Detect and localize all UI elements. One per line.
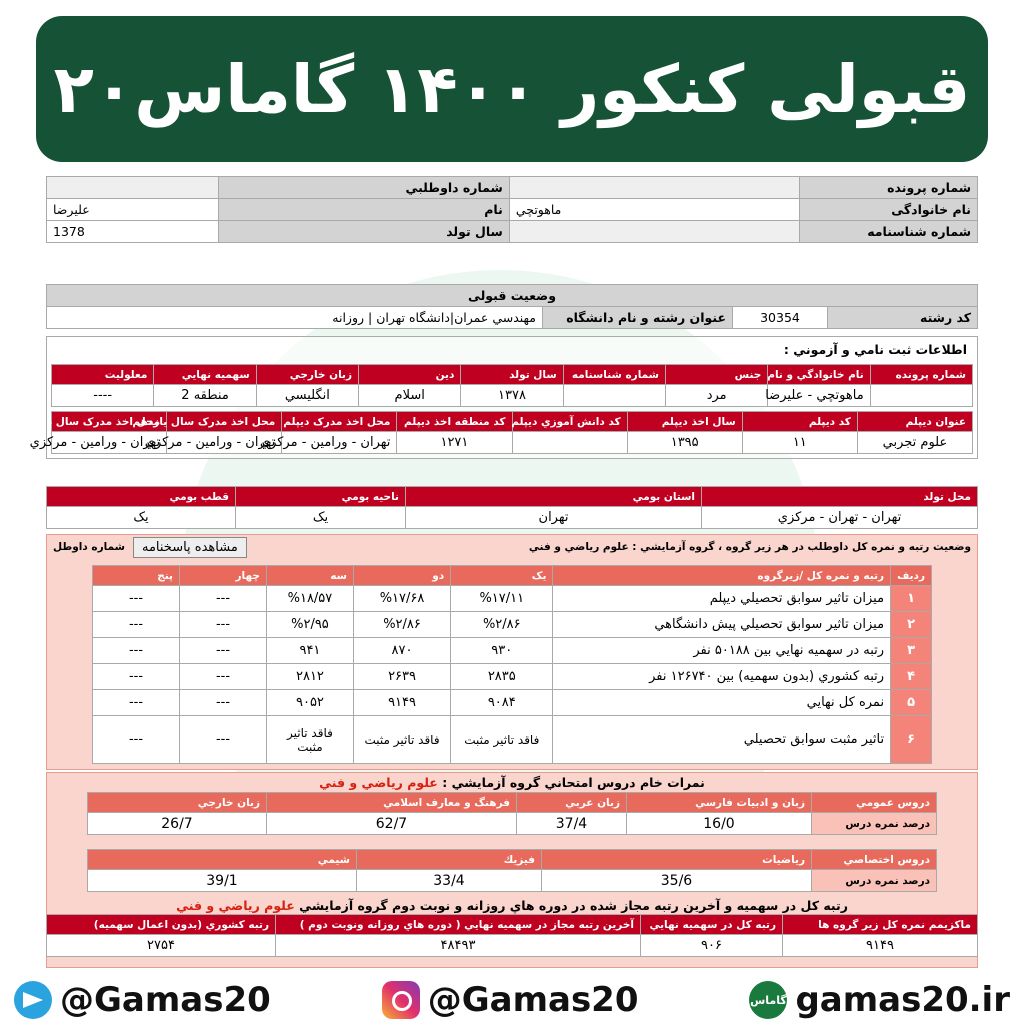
special-header-2: شيمي	[88, 850, 357, 870]
rank-cell: %۲/۸۶	[451, 612, 553, 638]
rank-cell: ۲۸۳۵	[451, 664, 553, 690]
ranks-status-text: وضعيت رتبه و نمره کل داوطلب در هر زير گروه ، گروه آزمايشي : علوم رياضي و فني	[528, 541, 971, 553]
general-value-3: 26/7	[88, 813, 267, 835]
reg-value-2: مرد	[666, 385, 768, 407]
reg-header-7: سهميه نهايي	[154, 365, 256, 385]
reg-header-3: شماره شناسنامه	[563, 365, 665, 385]
page-title: قبولی کنکور ۱۴۰۰ گاماس۲۰	[53, 50, 971, 128]
reg-header-4: سال تولد	[461, 365, 563, 385]
rank-row-number: ۲	[891, 612, 932, 638]
diploma-header-2: سال اخذ ديپلم	[627, 412, 742, 432]
field-label: عنوان رشته و نام دانشگاه	[543, 307, 733, 329]
last-rank-section	[46, 914, 978, 957]
rank-cell: ---	[93, 586, 180, 612]
table-row	[93, 664, 932, 690]
code-label: کد رشته	[828, 307, 978, 329]
rank-cell: ---	[180, 638, 267, 664]
diploma-value-6: تهران - ورامين - مرکزي	[167, 432, 282, 454]
last-rank-title: رتبه کل در سهميه و آخرين رتبه مجاز شده در دوره هاي روزانه و نوبت دوم گروه آزمايشي علوم رياضي و فني	[176, 898, 848, 913]
diploma-header-5: محل اخذ مدرک ديپلم	[282, 412, 397, 432]
birthplace-header-2: ناحيه بومي	[236, 487, 406, 507]
rank-row-number: ۶	[891, 716, 932, 764]
rank-header-4: سه	[266, 566, 353, 586]
telegram-handle[interactable]: @Gamas20	[14, 980, 271, 1020]
view-answers-button[interactable]: مشاهده پاسخنامه	[133, 537, 247, 558]
rank-header-6: پنج	[93, 566, 180, 586]
rank-row-title: ميزان تاثير سوابق تحصيلي پيش دانشگاهي	[553, 612, 891, 638]
registration-section	[29, 336, 978, 459]
rank-cell: %۲/۹۵	[266, 612, 353, 638]
special-header-1: فيزيك	[357, 850, 542, 870]
reg-value-3	[563, 385, 665, 407]
raw-scores-title: نمرات خام دروس امتحاني گروه آزمايشي : علوم رياضي و فني	[319, 775, 705, 790]
last-value-0: ۹۱۴۹	[783, 935, 978, 957]
rank-row-title: رتبه کشوري (بدون سهميه) بين ۱۲۶۷۴۰ نفر	[553, 664, 891, 690]
reg-header-0: شماره پرونده	[870, 365, 972, 385]
last-value-2: ۴۸۴۹۳	[276, 935, 641, 957]
rank-cell: %۲/۸۶	[353, 612, 450, 638]
rank-row-title: ميزان تاثير سوابق تحصيلي ديپلم	[553, 586, 891, 612]
field-value: مهندسي عمران|دانشگاه تهران | روزانه	[47, 307, 543, 329]
general-header-3: زبان خارجي	[88, 793, 267, 813]
birthplace-section	[46, 486, 978, 529]
birthplace-value-1: تهران	[406, 507, 702, 529]
candidate-no-label: شماره داوطلبي	[219, 177, 510, 199]
general-value-label: درصد نمره درس	[812, 813, 937, 835]
birthplace-value-2: يک	[236, 507, 406, 529]
special-value-2: 39/1	[88, 870, 357, 892]
rank-cell: ---	[180, 612, 267, 638]
ranks-section	[46, 534, 978, 770]
diploma-header-3: کد دانش آموزي ديپلم	[512, 412, 627, 432]
rank-row-number: ۳	[891, 638, 932, 664]
page-title-banner	[36, 16, 988, 162]
reg-header-5: دين	[359, 365, 461, 385]
raw-scores-group: علوم رياضي و فني	[319, 775, 438, 790]
rank-cell: %۱۷/۱۱	[451, 586, 553, 612]
rank-header-5: چهار	[180, 566, 267, 586]
gamas-logo-icon: گاماس	[749, 981, 787, 1019]
birthplace-header-3: قطب بومي	[47, 487, 236, 507]
last-header-0: ماکزيمم نمره کل زير گروه ها	[783, 915, 978, 935]
rank-cell: ---	[93, 716, 180, 764]
file-no-label: شماره پرونده	[800, 177, 978, 199]
rank-header-1: رتبه و نمره کل /زيرگروه	[553, 566, 891, 586]
birth-label: سال تولد	[219, 221, 510, 243]
reg-header-8: معلوليت	[52, 365, 154, 385]
diploma-header-4: کد منطقه اخذ ديپلم	[397, 412, 512, 432]
reg-header-1: نام خانوادگي و نام	[768, 365, 870, 385]
website-link[interactable]: گاماس gamas20.ir	[750, 980, 1010, 1020]
birthplace-header-1: استان بومي	[406, 487, 702, 507]
name-label: نام	[219, 199, 510, 221]
diploma-header-0: عنوان ديپلم	[857, 412, 972, 432]
code-value: 30354	[733, 307, 828, 329]
rank-cell: ۹۴۱	[266, 638, 353, 664]
diploma-value-0: علوم تجربي	[857, 432, 972, 454]
telegram-icon	[14, 981, 52, 1019]
general-header-0: زبان و ادبيات فارسي	[627, 793, 812, 813]
table-row	[93, 586, 932, 612]
general-header-label: دروس عمومي	[812, 793, 937, 813]
rank-cell: فاقد تاثير مثبت	[353, 716, 450, 764]
table-row	[93, 690, 932, 716]
diploma-value-2: ۱۳۹۵	[627, 432, 742, 454]
birthplace-value-0: تهران - تهران - مرکزي	[702, 507, 978, 529]
diploma-value-3	[512, 432, 627, 454]
family-label: نام خانوادگی	[800, 199, 978, 221]
reg-value-5: اسلام	[359, 385, 461, 407]
rank-cell: فاقد تاثير مثبت	[451, 716, 553, 764]
personal-info-section	[46, 176, 978, 243]
rank-cell: ۸۷۰	[353, 638, 450, 664]
table-row	[93, 612, 932, 638]
reg-header-2: جنس	[666, 365, 768, 385]
reg-value-6: انگليسي	[256, 385, 358, 407]
last-header-3: رتبه کشوري (بدون اعمال سهميه)	[47, 915, 276, 935]
diploma-value-5: تهران - ورامين - مرکزي	[282, 432, 397, 454]
rank-cell: %۱۸/۵۷	[266, 586, 353, 612]
rank-cell: فاقد تاثير مثبت	[266, 716, 353, 764]
candidate-no-value	[47, 177, 219, 199]
general-header-2: فرهنگ و معارف اسلامي	[267, 793, 517, 813]
name-value: عليرضا	[47, 199, 219, 221]
rank-cell: ---	[180, 716, 267, 764]
table-row	[93, 716, 932, 764]
birthplace-header-0: محل تولد	[702, 487, 978, 507]
rank-row-number: ۱	[891, 586, 932, 612]
rank-cell: ---	[93, 638, 180, 664]
rank-row-number: ۵	[891, 690, 932, 716]
rank-cell: ---	[180, 586, 267, 612]
rank-row-title: رتبه در سهميه نهايي بين ۵۰۱۸۸ نفر	[553, 638, 891, 664]
registration-title: اطلاعات ثبت نامي و آزموني :	[783, 342, 967, 357]
rank-cell: ۹۰۸۴	[451, 690, 553, 716]
reg-header-6: زبان خارجي	[256, 365, 358, 385]
table-row	[93, 638, 932, 664]
family-value: ماهوتچي	[509, 199, 800, 221]
file-no-value	[509, 177, 800, 199]
rank-cell: ۹۳۰	[451, 638, 553, 664]
rank-header-0: رديف	[891, 566, 932, 586]
special-value-1: 33/4	[357, 870, 542, 892]
id-label: شماره شناسنامه	[800, 221, 978, 243]
rank-cell: ---	[93, 690, 180, 716]
rank-cell: ۹۱۴۹	[353, 690, 450, 716]
last-value-1: ۹۰۶	[641, 935, 783, 957]
candidate-label: شماره داوطل	[53, 541, 125, 553]
admission-section	[46, 284, 978, 329]
general-value-2: 62/7	[267, 813, 517, 835]
last-header-2: آخرين رتبه مجاز در سهميه نهايي ( دوره هاي روزانه ونوبت دوم )	[276, 915, 641, 935]
rank-cell: ---	[180, 664, 267, 690]
id-value	[509, 221, 800, 243]
reg-value-7: منطقه 2	[154, 385, 256, 407]
rank-cell: ---	[93, 664, 180, 690]
rank-header-2: يک	[451, 566, 553, 586]
rank-cell: ۹۰۵۲	[266, 690, 353, 716]
rank-row-number: ۴	[891, 664, 932, 690]
diploma-header-7: محل اخذ مدرک سال دهم	[52, 412, 167, 432]
admission-title: وضعيت قبولی	[47, 285, 978, 307]
special-value-label: درصد نمره درس	[812, 870, 937, 892]
rank-cell: ۲۶۳۹	[353, 664, 450, 690]
reg-value-0	[870, 385, 972, 407]
rank-row-title: نمره کل نهايي	[553, 690, 891, 716]
general-value-0: 16/0	[627, 813, 812, 835]
diploma-header-1: کد ديپلم	[742, 412, 857, 432]
reg-value-1: ماهوتچي - عليرضا	[768, 385, 870, 407]
general-value-1: 37/4	[517, 813, 627, 835]
general-header-1: زبان عربي	[517, 793, 627, 813]
last-header-1: رتبه کل در سهميه نهايي	[641, 915, 783, 935]
footer	[0, 976, 1024, 1024]
special-header-label: دروس اختصاصي	[812, 850, 937, 870]
diploma-value-1: ۱۱	[742, 432, 857, 454]
reg-value-4: ۱۳۷۸	[461, 385, 563, 407]
birthplace-value-3: يک	[47, 507, 236, 529]
instagram-icon	[382, 981, 420, 1019]
birth-value: 1378	[47, 221, 219, 243]
rank-cell: ---	[180, 690, 267, 716]
special-header-0: رياضيات	[542, 850, 812, 870]
rank-cell: %۱۷/۶۸	[353, 586, 450, 612]
diploma-header-6: محل اخذ مدرک سال يازدهم	[167, 412, 282, 432]
diploma-value-4: ۱۲۷۱	[397, 432, 512, 454]
rank-row-title: تاثير مثبت سوابق تحصيلي	[553, 716, 891, 764]
rank-cell: ۲۸۱۲	[266, 664, 353, 690]
instagram-handle[interactable]: @Gamas20	[382, 980, 639, 1020]
reg-value-8: ----	[52, 385, 154, 407]
rank-cell: ---	[93, 612, 180, 638]
special-value-0: 35/6	[542, 870, 812, 892]
last-value-3: ۲۷۵۴	[47, 935, 276, 957]
diploma-value-7: تهران - ورامين - مرکزي	[52, 432, 167, 454]
rank-header-3: دو	[353, 566, 450, 586]
